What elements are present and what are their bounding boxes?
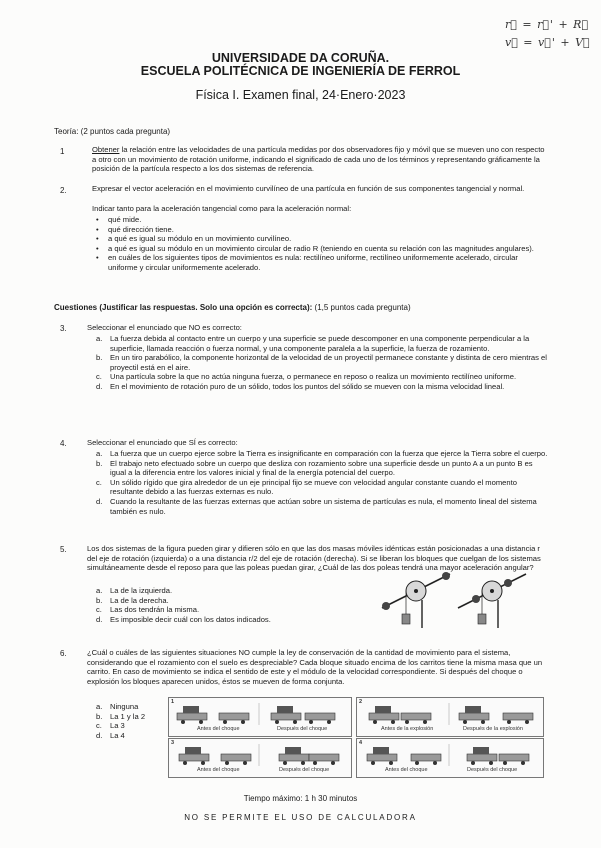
option-a: a. Ninguna (96, 702, 139, 711)
question-3-prompt: Seleccionar el enunciado que NO es correcto: (87, 323, 242, 332)
exam-title: Física I. Examen final, 24·Enero·2023 (195, 88, 406, 102)
option-b: b. La de la derecha. (96, 595, 169, 605)
option-a: a. La fuerza que un cuerpo ejerce sobre la Tierra es insignificante en comparación con la fuerza que ejerce la Tierra sobre el cuerpo. (96, 449, 548, 458)
caption-after: Después del choque (279, 767, 330, 773)
pulley-left (382, 572, 450, 628)
pulley-right (458, 574, 526, 628)
question-6-text: ¿Cuál o cuáles de las siguientes situaciones NO cumple la ley de conservación de la cantidad de movimiento para el sistema, considerando que el rozamiento con el suelo es despreciable? Cada bloque situado encima de los carritos tiene la misma masa que un carrito. En caso de movimiento se indica el sentido de este y el módulo de la velocidad correspondiente. Si después del choque o explosión los bloques aparecen unidos, éstos se mueven de forma conjunta. (87, 648, 543, 686)
question-4-prompt: Seleccionar el enunciado que SÍ es correcto: (87, 438, 238, 447)
question-6-options (96, 702, 166, 740)
option-d: d. En el movimiento de rotación puro de un sólido, todos los puntos del sólido se mueven con la misma velocidad lineal. (96, 381, 505, 391)
option-c: c. Una partícula sobre la que no actúa ninguna fuerza, o permanece en reposo o realiza un movimiento rectilíneo uniforme. (96, 372, 517, 382)
question-2-number: 2. (60, 186, 67, 195)
question-3-number: 3. (60, 324, 67, 333)
bullet-item: • a qué es igual su módulo en un movimiento circular de radio R (teniendo en cuenta su relación con las magnitudes angulares). (96, 243, 534, 253)
option-d: d. Cuando la resultante de las fuerzas externas que actúan sobre un sistema de partículas es nula, el momento lineal del sistema también es nulo. (96, 496, 537, 516)
question-5-number: 5. (60, 545, 67, 554)
option-d: d. La 4 (96, 730, 125, 740)
carts-diagram (175, 744, 345, 766)
caption-before: Antes del choque (197, 726, 240, 732)
question-3-options (96, 334, 550, 392)
bullet-item: • qué dirección tiene. (96, 224, 174, 234)
carts-diagram (175, 703, 345, 725)
carts-diagram (363, 703, 537, 725)
theory-heading: Teoría: (2 puntos cada pregunta) (54, 127, 171, 136)
time-limit: Tiempo máximo: 1 h 30 minutos (243, 794, 358, 803)
question-4-options (96, 449, 550, 516)
bullet-item: • en cuáles de los siguientes tipos de movimientos es nula: rectilíneo uniforme, rectilíneo uniformemente acelerado, circular uniforme y circular uniformemente acelerado. (96, 253, 518, 272)
school-name: ESCUELA POLITÉCNICA DE INGENIERÍA DE FERROL (140, 64, 461, 78)
handwritten-note-velocity: v⃗ = v⃗' + V⃗ (505, 36, 591, 49)
caption-before: Antes del choque (197, 767, 240, 773)
caption-after: Después de la explosión (463, 726, 523, 732)
handwritten-note-position: r⃗ = r⃗' + R⃗ (505, 18, 590, 31)
option-c: c. La 3 (96, 721, 125, 731)
question-1-keyword: Obtener (92, 145, 120, 154)
calculator-notice: NO SE PERMITE EL USO DE CALCULADORA (184, 813, 417, 822)
pulleys-figure (378, 570, 528, 630)
collision-panel-2: 2 Antes de la explosión Después de la explosión (356, 697, 544, 737)
question-1-text: Obtener la relación entre las velocidades de una partícula medidas por dos observadores fijo y móvil que se mueven uno con respecto a otro con un movimiento de rotación uniforme, indicando el significado de cada uno de los términos y representando gráficamente la posición de la partícula respecto a los dos sistemas de referencia. (92, 145, 545, 174)
question-5-text: Los dos sistemas de la figura pueden girar y difieren sólo en que las dos masas móviles idénticas están posicionadas a una distancia r del eje de rotación (izquierda) o a una distancia r/2 del eje de rotación (derecha). Si se liberan los bloques que cuelgan de los sistemas simultáneamente desde el reposo para que las poleas puedan girar, ¿Cuál de las dos poleas tendrá una mayor aceleración angular? (87, 544, 541, 573)
option-d: d. Es imposible decir cuál con los datos indicados. (96, 614, 271, 624)
question-2-bullets (96, 215, 548, 273)
option-c: c. Un sólido rígido que gira alrededor de un eje principal fijo se mueve con velocidad angular constante cuando el momento resultante debido a las fuerzas externas es nulo. (96, 477, 517, 497)
option-b: b. El trabajo neto efectuado sobre un cuerpo que desliza con rozamiento sobre una superficie desde un punto A a un punto B es igual a la diferencia entre los valores inicial y final de la energía potencial del cuerpo. (96, 458, 533, 478)
caption-after: Después del choque (467, 767, 518, 773)
option-a: a. La fuerza debida al contacto entre un cuerpo y una superficie se puede descomponer en una componente perpendicular a la superficie, llamada reacción o fuerza normal, y una componente paralela a la superficie, la fuerza de rozamiento. (96, 334, 530, 353)
option-a: a. La de la izquierda. (96, 586, 173, 595)
carts-diagram (363, 744, 537, 766)
question-5-options (96, 586, 356, 624)
option-b: b. En un tiro parabólico, la componente horizontal de la velocidad de un proyectil permanece constante y distinta de cero mientras el proyectil está en el aire. (96, 353, 547, 372)
caption-before: Antes del choque (385, 767, 428, 773)
caption-after: Después del choque (277, 726, 328, 732)
bullet-item: • a qué es igual su módulo en un movimiento curvilíneo. (96, 234, 292, 244)
question-2-subtext: Indicar tanto para la aceleración tangencial como para la aceleración normal: (92, 204, 352, 213)
collision-panel-4: 4 Antes del choque Después del choque (356, 738, 544, 778)
question-6-number: 6. (60, 649, 67, 658)
questions-heading: Cuestiones (Justificar las respuestas. Solo una opción es correcta): (1,5 puntos cada pregunta) (54, 303, 411, 312)
question-4-number: 4. (60, 439, 67, 448)
option-b: b. La 1 y la 2 (96, 711, 146, 721)
option-c: c. Las dos tendrán la misma. (96, 605, 200, 615)
question-1-number: 1 (60, 147, 65, 156)
question-2-text: Expresar el vector aceleración en el movimiento curvilíneo de una partícula en función de sus componentes tangencial y normal. (92, 184, 525, 193)
caption-before: Antes de la explosión (381, 726, 434, 732)
collision-panel-3: 3 Antes del choque Después del choque (168, 738, 352, 778)
bullet-item: • qué mide. (96, 215, 142, 224)
university-name: UNIVERSIDADE DA CORUÑA. (211, 51, 390, 65)
collision-panel-1: 1 Antes del choque Después del choque (168, 697, 352, 737)
